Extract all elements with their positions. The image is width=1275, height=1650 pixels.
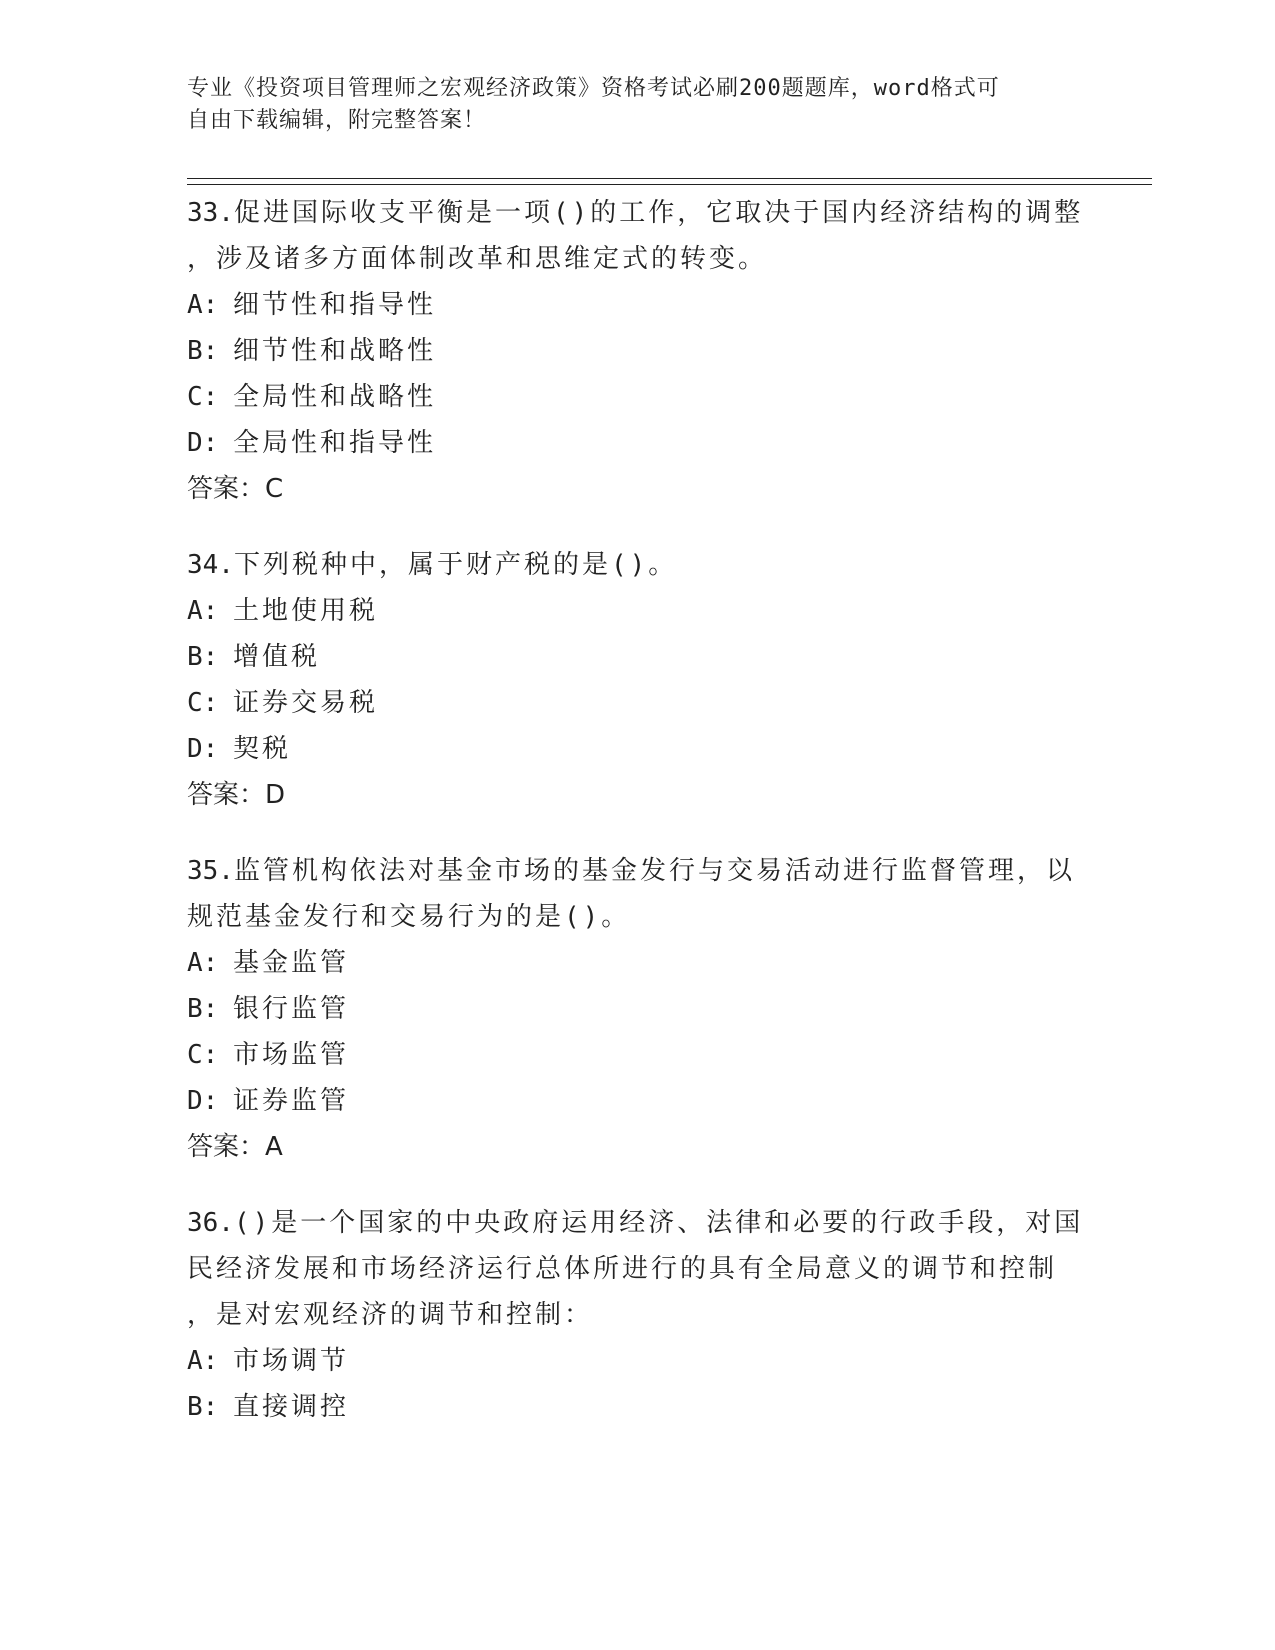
option-b: [187, 986, 1087, 1032]
question-list: [187, 190, 1087, 1460]
option-b: [187, 634, 1087, 680]
option-c: [187, 374, 1087, 420]
option-letter: B:: [187, 336, 219, 366]
option-b: [187, 1384, 1087, 1430]
option-text: 市场监管: [233, 1040, 350, 1070]
option-letter: C:: [187, 688, 219, 718]
option-text: 证券监管: [233, 1086, 350, 1116]
option-b: [187, 328, 1087, 374]
question-stem-line: 民经济发展和市场经济运行总体所进行的具有全局意义的调节和控制: [187, 1254, 1058, 1284]
option-text: 契税: [233, 734, 292, 764]
option-text: 基金监管: [233, 948, 350, 978]
option-text: 细节性和战略性: [233, 336, 437, 366]
question-number: 35.: [187, 856, 234, 886]
option-a: [187, 1338, 1087, 1384]
option-text: 证券交易税: [233, 688, 379, 718]
question-34: [187, 542, 1087, 818]
option-letter: C:: [187, 382, 219, 412]
option-letter: A:: [187, 948, 219, 978]
question-stem-line: 监管机构依法对基金市场的基金发行与交易活动进行监督管理，以: [233, 856, 1075, 886]
option-c: [187, 1032, 1087, 1078]
option-c: [187, 680, 1087, 726]
question-35: [187, 848, 1087, 1170]
question-number: 36.: [187, 1208, 234, 1238]
option-letter: C:: [187, 1040, 219, 1070]
question-number: 33.: [187, 198, 234, 228]
option-d: [187, 420, 1087, 466]
option-text: 增值税: [233, 642, 321, 672]
header-divider-top: [187, 178, 1152, 179]
header-line-1: 专业《投资项目管理师之宏观经济政策》资格考试必刷200题题库，word格式可: [187, 76, 1000, 101]
option-text: 细节性和指导性: [233, 290, 437, 320]
option-letter: B:: [187, 1392, 219, 1422]
option-text: 土地使用税: [233, 596, 379, 626]
question-36: [187, 1200, 1087, 1430]
option-letter: B:: [187, 642, 219, 672]
option-letter: A:: [187, 290, 219, 320]
option-d: [187, 726, 1087, 772]
option-letter: B:: [187, 994, 219, 1024]
option-letter: D:: [187, 1086, 219, 1116]
option-letter: D:: [187, 734, 219, 764]
option-letter: A:: [187, 1346, 219, 1376]
answer: 答案：A: [187, 1132, 283, 1162]
option-text: 直接调控: [233, 1392, 350, 1422]
question-stem-line: 下列税种中，属于财产税的是()。: [233, 550, 678, 580]
answer: 答案：D: [187, 780, 286, 810]
header-divider-bottom: [187, 184, 1152, 185]
option-letter: D:: [187, 428, 219, 458]
option-text: 全局性和指导性: [233, 428, 437, 458]
question-stem-line: ，涉及诸多方面体制改革和思维定式的转变。: [187, 244, 768, 274]
option-letter: A:: [187, 596, 219, 626]
option-a: [187, 588, 1087, 634]
option-a: [187, 940, 1087, 986]
option-d: [187, 1078, 1087, 1124]
answer: 答案：C: [187, 474, 284, 504]
question-stem-line: ()是一个国家的中央政府运用经济、法律和必要的行政手段，对国: [233, 1208, 1084, 1238]
question-stem: [187, 848, 1087, 894]
option-a: [187, 282, 1087, 328]
question-stem-line: ，是对宏观经济的调节和控制：: [187, 1300, 594, 1330]
question-number: 34.: [187, 550, 234, 580]
question-33: [187, 190, 1087, 512]
question-stem-line: 促进国际收支平衡是一项()的工作，它取决于国内经济结构的调整: [233, 198, 1084, 228]
option-text: 全局性和战略性: [233, 382, 437, 412]
document-header: [187, 73, 1067, 137]
question-stem: [187, 190, 1087, 236]
option-text: 市场调节: [233, 1346, 350, 1376]
option-text: 银行监管: [233, 994, 350, 1024]
question-stem: [187, 1200, 1087, 1246]
question-stem: [187, 542, 1087, 588]
header-line-2: 自由下载编辑，附完整答案！: [187, 108, 487, 133]
question-stem-line: 规范基金发行和交易行为的是()。: [187, 902, 631, 932]
